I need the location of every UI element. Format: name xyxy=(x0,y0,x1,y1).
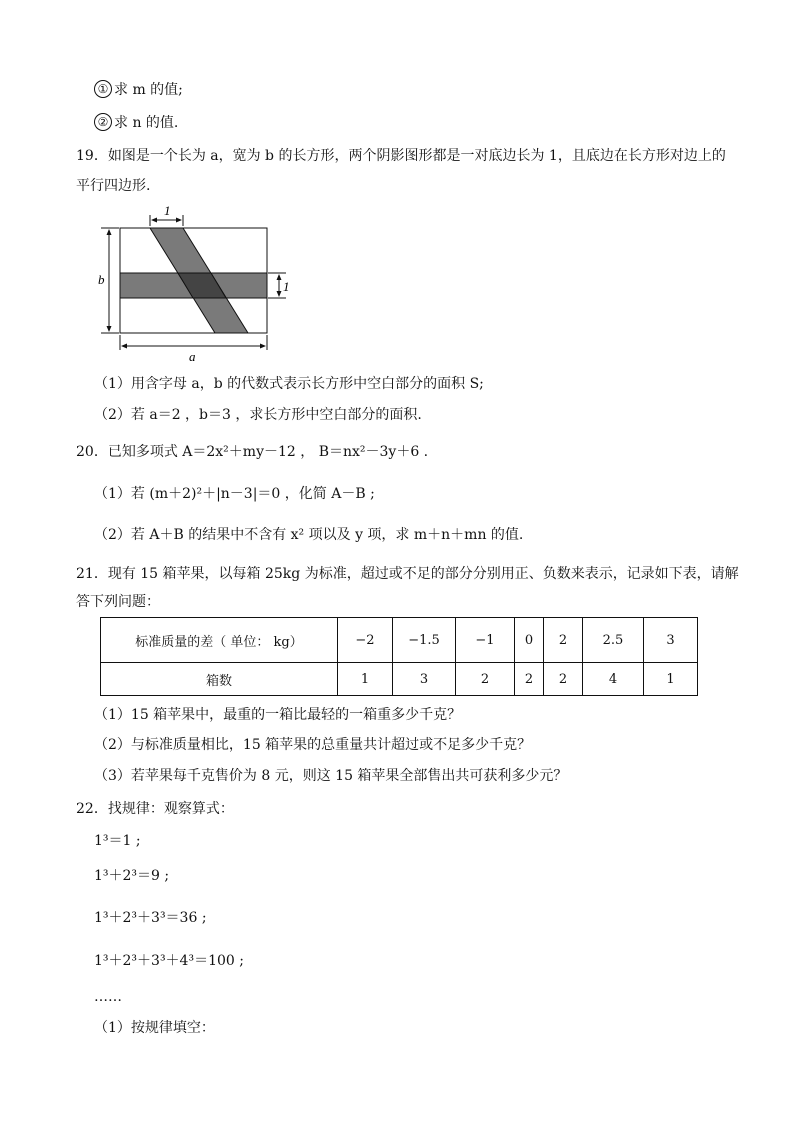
q21-stem-line1: 21．现有 15 箱苹果，以每箱 25kg 为标准，超过或不足的部分分别用正、负数来表示，记录如下表，请解 xyxy=(76,566,739,582)
table-cell: 1 xyxy=(644,663,698,696)
table-cell: 2.5 xyxy=(583,618,644,663)
sub-item-2: ② 求 n 的值. xyxy=(94,113,178,133)
q22-equation-1: 1³＝1 ; xyxy=(94,833,141,849)
q22-equation-2: 1³＋2³＝9 ; xyxy=(94,868,170,884)
sub-item-1: ① 求 m 的值; xyxy=(94,80,183,100)
q20-sub2: （2）若 A＋B 的结果中不含有 x² 项以及 y 项，求 m＋n＋mn 的值. xyxy=(94,527,524,543)
q19-stem-line1: 19．如图是一个长为 a，宽为 b 的长方形，两个阴影图形都是一对底边长为 1，且底边在长方形对边上的 xyxy=(76,148,726,164)
table-row xyxy=(101,618,698,663)
q22-equation-3: 1³＋2³＋3³＝36 ; xyxy=(94,910,207,926)
table-cell: 2 xyxy=(456,663,515,696)
q21-sub3: （3）若苹果每千克售价为 8 元，则这 15 箱苹果全部售出共可获利多少元？ xyxy=(94,768,568,784)
q19-sub1: （1）用含字母 a，b 的代数式表示长方形中空白部分的面积 S; xyxy=(94,376,484,392)
row-label-difference: 标准质量的差（ 单位： kg） xyxy=(101,618,338,663)
dimension-label-top: 1 xyxy=(164,204,171,218)
table-cell: 3 xyxy=(644,618,698,663)
table-cell: 0 xyxy=(515,618,544,663)
table-cell: 2 xyxy=(544,618,583,663)
q21-stem-line2: 答下列问题： xyxy=(76,594,160,610)
q20-sub1: （1）若 (m＋2)²＋|n－3|＝0 ，化简 A－B ; xyxy=(94,486,375,502)
circled-number-2: ② xyxy=(94,113,112,131)
table-cell: 2 xyxy=(515,663,544,696)
q19-figure xyxy=(92,204,304,364)
table-cell: −2 xyxy=(338,618,393,663)
q20-stem: 20．已知多项式 A＝2x²＋my－12 ， B＝nx²－3y＋6 . xyxy=(76,444,429,460)
q19-stem-line2: 平行四边形. xyxy=(76,178,151,194)
row-label-count: 箱数 xyxy=(101,663,338,696)
q19-sub2: （2）若 a＝2 ，b＝3 ，求长方形中空白部分的面积. xyxy=(94,407,422,423)
q22-stem: 22．找规律：观察算式： xyxy=(76,801,234,817)
table-cell: 3 xyxy=(393,663,456,696)
q22-sub1: （1）按规律填空： xyxy=(94,1020,215,1036)
circled-number-1: ① xyxy=(94,80,112,98)
table-row xyxy=(101,663,698,696)
table-cell: 2 xyxy=(544,663,583,696)
table-cell: −1.5 xyxy=(393,618,456,663)
q22-equation-4: 1³＋2³＋3³＋4³＝100 ; xyxy=(94,953,244,969)
dimension-label-right: 1 xyxy=(283,279,290,294)
table-cell: 1 xyxy=(338,663,393,696)
apple-weight-table xyxy=(100,617,698,696)
q21-sub2: （2）与标准质量相比，15 箱苹果的总重量共计超过或不足多少千克？ xyxy=(94,737,532,753)
q21-sub1: （1）15 箱苹果中，最重的一箱比最轻的一箱重多少千克？ xyxy=(94,707,462,723)
table-cell: −1 xyxy=(456,618,515,663)
table-cell: 4 xyxy=(583,663,644,696)
dimension-label-a: a xyxy=(189,349,196,364)
dimension-label-b: b xyxy=(98,272,105,287)
q22-ellipsis: …… xyxy=(94,989,122,1005)
